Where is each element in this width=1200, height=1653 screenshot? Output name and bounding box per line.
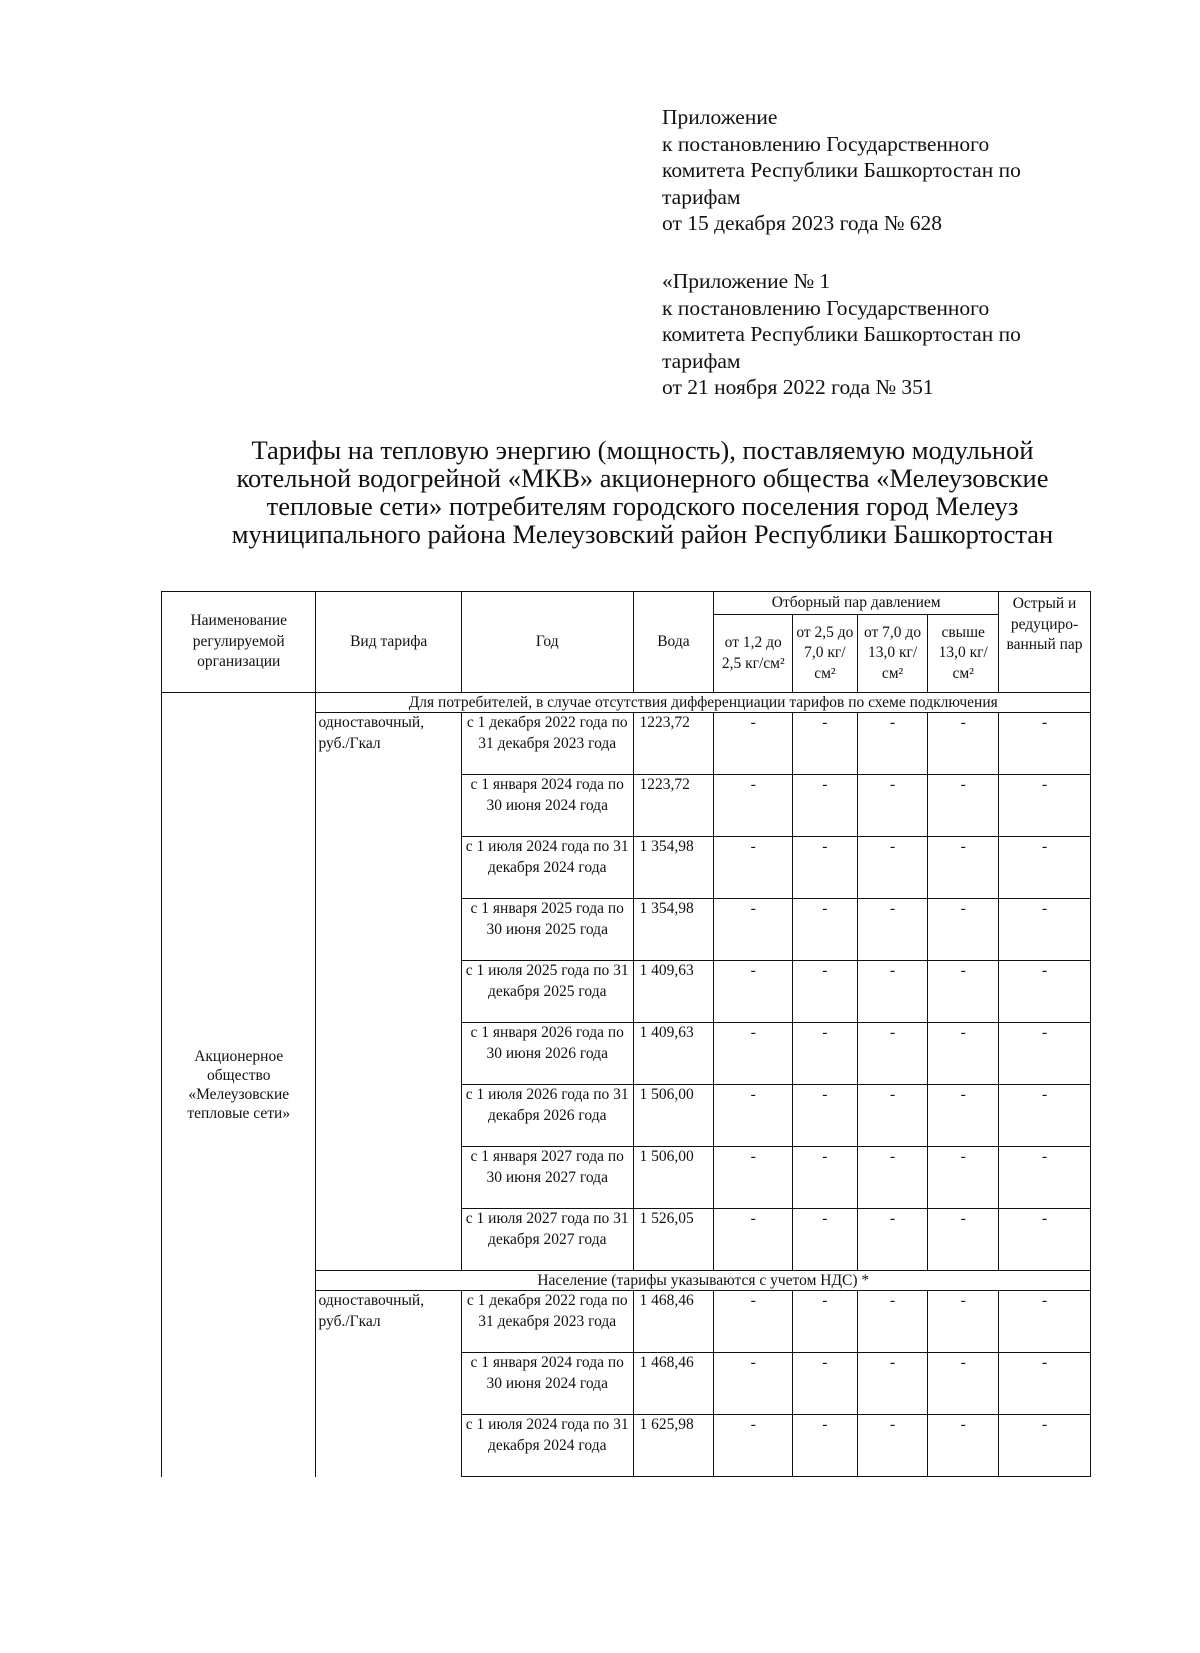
empty-tariff-cell: - — [857, 899, 928, 961]
empty-tariff-cell: - — [928, 1147, 999, 1209]
empty-tariff-cell: - — [857, 1415, 928, 1477]
empty-tariff-cell: - — [928, 899, 999, 961]
water-tariff-cell: 1 409,63 — [633, 961, 714, 1023]
empty-tariff-cell: - — [793, 899, 858, 961]
water-tariff-cell: 1 468,46 — [633, 1353, 714, 1415]
title-line: Тарифы на тепловую энергию (мощность), поставляемую модульной — [251, 435, 1034, 465]
empty-tariff-cell: - — [714, 1415, 793, 1477]
header-steam-4: свыше 13,0 кг/см² — [928, 615, 999, 693]
period-cell: с 1 июля 2024 года по 31 декабря 2024 года — [461, 1415, 633, 1477]
empty-tariff-cell: - — [928, 713, 999, 775]
annex-original-header — [662, 268, 1021, 401]
header-steam-3: от 7,0 до 13,0 кг/см² — [857, 615, 928, 693]
water-tariff-cell: 1 409,63 — [633, 1023, 714, 1085]
tariff-type: одноставочный, руб./Гкал — [316, 1291, 461, 1477]
empty-tariff-cell: - — [999, 775, 1091, 837]
empty-tariff-cell: - — [999, 1147, 1091, 1209]
empty-tariff-cell: - — [793, 1085, 858, 1147]
empty-tariff-cell: - — [857, 837, 928, 899]
empty-tariff-cell: - — [928, 1415, 999, 1477]
empty-tariff-cell: - — [999, 1353, 1091, 1415]
header-water: Вода — [633, 592, 714, 693]
empty-tariff-cell: - — [714, 1353, 793, 1415]
period-cell: с 1 июля 2026 года по 31 декабря 2026 года — [461, 1085, 633, 1147]
empty-tariff-cell: - — [928, 1085, 999, 1147]
empty-tariff-cell: - — [928, 837, 999, 899]
period-cell: с 1 января 2026 года по 30 июня 2026 года — [461, 1023, 633, 1085]
empty-tariff-cell: - — [928, 1023, 999, 1085]
period-cell: с 1 июля 2024 года по 31 декабря 2024 года — [461, 837, 633, 899]
water-tariff-cell: 1 506,00 — [633, 1147, 714, 1209]
period-cell: с 1 июля 2025 года по 31 декабря 2025 года — [461, 961, 633, 1023]
annex-line: к постановлению Государственного — [662, 131, 990, 156]
empty-tariff-cell: - — [999, 1023, 1091, 1085]
empty-tariff-cell: - — [999, 1291, 1091, 1353]
empty-tariff-cell: - — [714, 1023, 793, 1085]
empty-tariff-cell: - — [857, 1353, 928, 1415]
period-cell: с 1 декабря 2022 года по 31 декабря 2023 года — [461, 713, 633, 775]
water-tariff-cell: 1 506,00 — [633, 1085, 714, 1147]
empty-tariff-cell: - — [714, 713, 793, 775]
period-cell: с 1 января 2027 года по 30 июня 2027 года — [461, 1147, 633, 1209]
empty-tariff-cell: - — [928, 1291, 999, 1353]
empty-tariff-cell: - — [857, 1147, 928, 1209]
annex-line: комитета Республики Башкортостан по — [662, 322, 1021, 346]
empty-tariff-cell: - — [714, 1147, 793, 1209]
header-steam-2: от 2,5 до 7,0 кг/см² — [793, 615, 858, 693]
period-cell: с 1 января 2024 года по 30 июня 2024 года — [461, 1353, 633, 1415]
empty-tariff-cell: - — [999, 961, 1091, 1023]
table-body — [162, 693, 1091, 1477]
empty-tariff-cell: - — [793, 1291, 858, 1353]
section-heading: Для потребителей, в случае отсутствия дифференциации тарифов по схеме подключения — [316, 693, 1091, 713]
annex-line: к постановлению Государственного — [662, 295, 990, 320]
period-cell: с 1 января 2024 года по 30 июня 2024 года — [461, 775, 633, 837]
water-tariff-cell: 1 526,05 — [633, 1209, 714, 1271]
empty-tariff-cell: - — [793, 1023, 858, 1085]
empty-tariff-cell: - — [793, 713, 858, 775]
period-cell: с 1 июля 2027 года по 31 декабря 2027 года — [461, 1209, 633, 1271]
tariff-type: одноставочный, руб./Гкал — [316, 713, 461, 1271]
period-cell: с 1 декабря 2022 года по 31 декабря 2023 года — [461, 1291, 633, 1353]
header-org: Наименование регулируемой организации — [162, 592, 316, 693]
empty-tariff-cell: - — [999, 899, 1091, 961]
empty-tariff-cell: - — [793, 1415, 858, 1477]
empty-tariff-cell: - — [928, 775, 999, 837]
title-line: муниципального района Мелеузовский район Республики Башкортостан — [231, 519, 1054, 549]
empty-tariff-cell: - — [999, 1415, 1091, 1477]
water-tariff-cell: 1 625,98 — [633, 1415, 714, 1477]
header-sharp-steam: Острый и редуциро-ванный пар — [999, 592, 1091, 693]
empty-tariff-cell: - — [714, 837, 793, 899]
annex-line: от 21 ноября 2022 года № 351 — [662, 375, 934, 399]
empty-tariff-cell: - — [714, 1291, 793, 1353]
empty-tariff-cell: - — [793, 837, 858, 899]
annex-line: комитета Республики Башкортостан по — [662, 158, 1021, 182]
annex-line: тарифам — [662, 348, 741, 373]
document-title — [150, 436, 1135, 548]
empty-tariff-cell: - — [928, 961, 999, 1023]
empty-tariff-cell: - — [999, 837, 1091, 899]
water-tariff-cell: 1 354,98 — [633, 837, 714, 899]
annex-line: Приложение — [662, 105, 778, 129]
empty-tariff-cell: - — [857, 1291, 928, 1353]
empty-tariff-cell: - — [793, 1353, 858, 1415]
title-line: котельной водогрейной «МКВ» акционерного общества «Мелеузовские — [236, 463, 1049, 493]
section-heading: Население (тарифы указываются с учетом НДС) * — [316, 1271, 1091, 1291]
empty-tariff-cell: - — [999, 1209, 1091, 1271]
header-steam-1: от 1,2 до 2,5 кг/см² — [714, 615, 793, 693]
water-tariff-cell: 1223,72 — [633, 775, 714, 837]
empty-tariff-cell: - — [714, 1085, 793, 1147]
empty-tariff-cell: - — [999, 1085, 1091, 1147]
header-year: Год — [461, 592, 633, 693]
empty-tariff-cell: - — [793, 961, 858, 1023]
water-tariff-cell: 1223,72 — [633, 713, 714, 775]
empty-tariff-cell: - — [999, 713, 1091, 775]
header-tariff-type: Вид тарифа — [316, 592, 461, 693]
annex-line: тарифам — [662, 184, 741, 209]
annex-line: от 15 декабря 2023 года № 628 — [662, 211, 942, 235]
empty-tariff-cell: - — [857, 1209, 928, 1271]
empty-tariff-cell: - — [793, 1147, 858, 1209]
org-name: Акционерное общество «Мелеузовские тепловые сети» — [162, 693, 316, 1477]
header-steam-group: Отборный пар давлением — [714, 592, 999, 615]
water-tariff-cell: 1 468,46 — [633, 1291, 714, 1353]
empty-tariff-cell: - — [928, 1353, 999, 1415]
empty-tariff-cell: - — [793, 775, 858, 837]
empty-tariff-cell: - — [857, 1023, 928, 1085]
period-cell: с 1 января 2025 года по 30 июня 2025 года — [461, 899, 633, 961]
empty-tariff-cell: - — [714, 899, 793, 961]
empty-tariff-cell: - — [857, 713, 928, 775]
empty-tariff-cell: - — [857, 961, 928, 1023]
annex-current-header — [662, 104, 1021, 237]
annex-line: «Приложение № 1 — [662, 269, 831, 293]
empty-tariff-cell: - — [714, 775, 793, 837]
title-line: тепловые сети» потребителям городского поселения город Мелеуз — [266, 491, 1019, 521]
water-tariff-cell: 1 354,98 — [633, 899, 714, 961]
tariff-table — [161, 591, 1091, 1477]
empty-tariff-cell: - — [857, 775, 928, 837]
empty-tariff-cell: - — [793, 1209, 858, 1271]
empty-tariff-cell: - — [714, 961, 793, 1023]
empty-tariff-cell: - — [857, 1085, 928, 1147]
empty-tariff-cell: - — [714, 1209, 793, 1271]
empty-tariff-cell: - — [928, 1209, 999, 1271]
